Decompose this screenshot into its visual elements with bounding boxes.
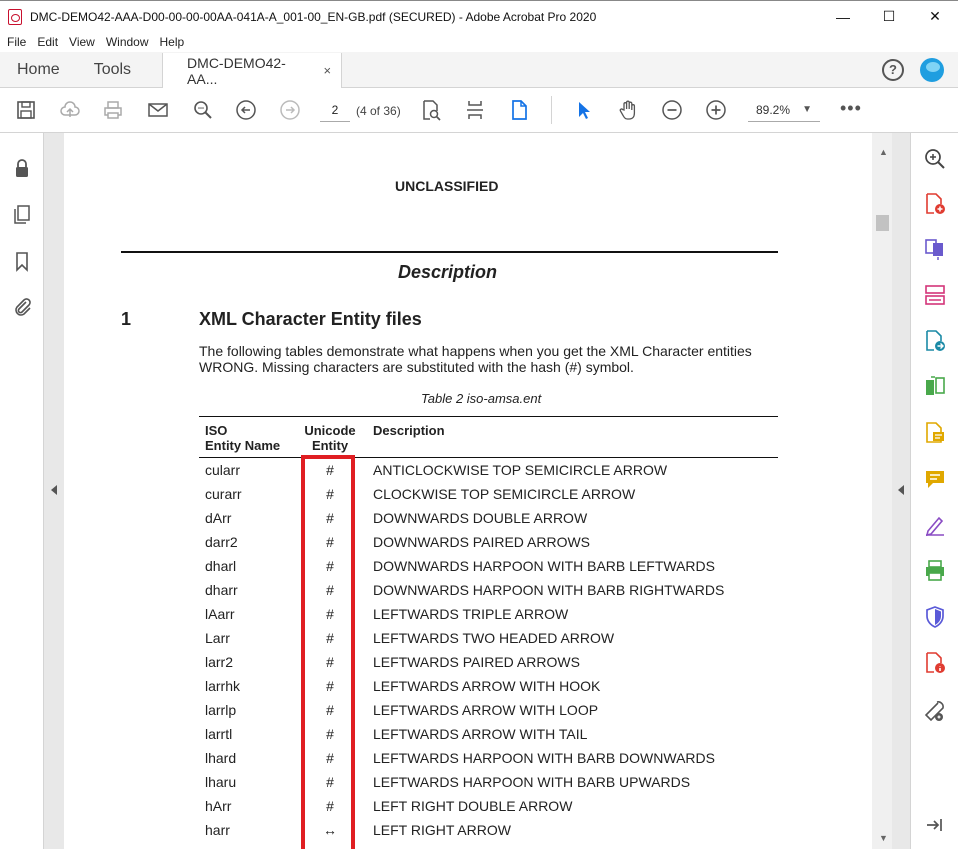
export-pdf-icon[interactable]: [923, 329, 947, 353]
attachment-icon[interactable]: [11, 295, 33, 317]
chevron-down-icon: ▼: [802, 104, 812, 115]
intro-paragraph: The following tables demonstrate what happens when you get the XML Character entities WRONG. Missing characters are substituted with the hash (#) symbol.: [199, 343, 752, 375]
cloud-upload-icon[interactable]: [59, 99, 81, 121]
find-page-icon[interactable]: [420, 99, 442, 121]
zoom-level-value: 89.2%: [756, 103, 791, 117]
unicode-entity: #: [326, 654, 334, 670]
iso-entity-name: harr: [205, 822, 230, 838]
table-row: [199, 506, 778, 530]
unicode-entity: #: [326, 558, 334, 574]
unicode-entity: #: [326, 726, 334, 742]
entity-description: DOWNWARDS DOUBLE ARROW: [373, 510, 588, 526]
tab-document-label: DMC-DEMO42-AA...: [187, 54, 286, 87]
entity-description: LEFT RIGHT DOUBLE ARROW: [373, 798, 573, 814]
print-icon[interactable]: [102, 99, 124, 121]
column-header-unicode: Unicode Entity: [304, 423, 356, 453]
vertical-scrollbar[interactable]: [874, 133, 892, 849]
unicode-entity: #: [326, 606, 334, 622]
table-row: [199, 722, 778, 746]
fill-sign-icon[interactable]: [923, 513, 947, 537]
entity-description: ANTICLOCKWISE TOP SEMICIRCLE ARROW: [373, 462, 668, 478]
iso-entity-name: Larr: [205, 630, 230, 646]
scrollbar-thumb[interactable]: [876, 215, 889, 231]
entity-table-body: [199, 458, 778, 842]
iso-entity-name: larrlp: [205, 702, 237, 718]
toolbar: [0, 88, 958, 133]
next-page-icon[interactable]: [279, 99, 301, 121]
zoom-level-select[interactable]: [748, 100, 820, 122]
protect-shield-icon[interactable]: [923, 605, 947, 629]
section-title: XML Character Entity files: [199, 309, 422, 329]
close-tab-icon[interactable]: ×: [323, 63, 332, 78]
entity-description: CLOCKWISE TOP SEMICIRCLE ARROW: [373, 486, 636, 502]
page-view-icon[interactable]: [508, 99, 530, 121]
table-row: [199, 578, 778, 602]
menu-help[interactable]: Help: [159, 35, 185, 49]
iso-entity-name: dArr: [205, 510, 232, 526]
save-icon[interactable]: [15, 99, 37, 121]
more-tools-icon[interactable]: •••: [840, 98, 862, 118]
iso-entity-name: larrhk: [205, 678, 241, 694]
iso-entity-name: cularr: [205, 462, 241, 478]
entity-description: DOWNWARDS PAIRED ARROWS: [373, 534, 591, 550]
table-caption: Table 2 iso-amsa.ent: [421, 391, 542, 406]
unicode-entity: #: [326, 750, 334, 766]
maximize-button[interactable]: ☐: [882, 8, 896, 24]
entity-description: DOWNWARDS HARPOON WITH BARB LEFTWARDS: [373, 558, 715, 574]
page-thumbnails-icon[interactable]: [11, 203, 33, 225]
unicode-entity: #: [326, 534, 334, 550]
entity-description: LEFTWARDS HARPOON WITH BARB UPWARDS: [373, 774, 691, 790]
table-row: [199, 746, 778, 770]
zoom-out-icon[interactable]: [661, 99, 683, 121]
acrobat-icon: [8, 9, 22, 25]
email-icon[interactable]: [147, 99, 169, 121]
toolbar-divider: [551, 96, 552, 124]
create-pdf-icon[interactable]: [923, 192, 947, 216]
tab-document[interactable]: [162, 53, 342, 88]
table-top-rule: [199, 416, 778, 417]
iso-entity-name: larr2: [205, 654, 234, 670]
entity-description: LEFT RIGHT ARROW: [373, 822, 511, 838]
left-pane-toggle[interactable]: [44, 133, 64, 849]
table-row: [199, 650, 778, 674]
menu-file[interactable]: File: [7, 35, 27, 49]
entity-description: LEFTWARDS HARPOON WITH BARB DOWNWARDS: [373, 750, 715, 766]
compare-files-icon[interactable]: [923, 375, 947, 399]
page-count: (4 of 36): [356, 104, 401, 118]
collapse-right-icon: [898, 485, 904, 495]
classification-label: UNCLASSIFIED: [395, 178, 499, 194]
scroll-up-icon[interactable]: ▲: [879, 147, 888, 157]
entity-description: LEFTWARDS ARROW WITH LOOP: [373, 702, 599, 718]
iso-entity-name: darr2: [205, 534, 238, 550]
entity-description: LEFTWARDS TRIPLE ARROW: [373, 606, 569, 622]
unicode-entity: #: [326, 510, 334, 526]
column-header-iso-entity: ISO Entity Name: [205, 423, 281, 453]
collapse-left-icon: [51, 485, 57, 495]
unicode-column-highlight: [301, 455, 355, 849]
hand-tool-icon[interactable]: [617, 99, 639, 121]
menu-window[interactable]: Window: [105, 35, 149, 49]
account-icon[interactable]: [920, 58, 944, 82]
section-number: 1: [121, 309, 132, 329]
iso-entity-name: larrtl: [205, 726, 233, 742]
menu-edit[interactable]: Edit: [37, 35, 59, 49]
iso-entity-name: dharr: [205, 582, 238, 598]
page-number-input[interactable]: 2: [320, 100, 350, 122]
title-bar: [0, 0, 958, 32]
table-row: [199, 458, 778, 482]
unicode-entity: #: [326, 582, 334, 598]
organize-pages-icon[interactable]: [923, 283, 947, 307]
table-row: [199, 794, 778, 818]
unicode-entity: #: [326, 678, 334, 694]
right-pane-toggle[interactable]: [892, 133, 910, 849]
entity-description: DOWNWARDS HARPOON WITH BARB RIGHTWARDS: [373, 582, 725, 598]
tools-pane: [910, 133, 958, 849]
header-rule: [121, 251, 778, 253]
entity-description: LEFTWARDS TWO HEADED ARROW: [373, 630, 615, 646]
print-production-icon[interactable]: [923, 559, 947, 583]
pdf-info-icon[interactable]: [923, 651, 947, 675]
entity-description: LEFTWARDS ARROW WITH TAIL: [373, 726, 588, 742]
iso-entity-name: dharl: [205, 558, 237, 574]
table-row: [199, 602, 778, 626]
search-zoom-icon[interactable]: [192, 99, 214, 121]
zoom-in-icon[interactable]: [705, 99, 727, 121]
help-icon[interactable]: ?: [882, 59, 904, 81]
lock-icon[interactable]: [11, 157, 33, 179]
unicode-entity: #: [326, 702, 334, 718]
scroll-down-icon[interactable]: ▼: [879, 833, 888, 843]
entity-description: LEFTWARDS PAIRED ARROWS: [373, 654, 580, 670]
table-row: [199, 626, 778, 650]
close-window-button[interactable]: ✕: [929, 8, 941, 24]
tab-home[interactable]: Home: [17, 60, 60, 78]
comment-icon[interactable]: [923, 467, 947, 491]
minimize-button[interactable]: —: [836, 8, 850, 25]
menu-bar: [0, 32, 958, 52]
collapse-tools-icon[interactable]: [923, 813, 947, 837]
page-fit-icon[interactable]: [464, 99, 486, 121]
combine-files-icon[interactable]: [923, 237, 947, 261]
zoom-search-icon[interactable]: [923, 147, 947, 171]
entity-description: LEFTWARDS ARROW WITH HOOK: [373, 678, 601, 694]
unicode-entity: #: [326, 486, 334, 502]
more-tools-wrench-icon[interactable]: [923, 699, 947, 723]
table-row: [199, 482, 778, 506]
iso-entity-name: lharu: [205, 774, 237, 790]
tab-bar: [0, 52, 958, 88]
column-header-description: Description: [373, 423, 445, 438]
left-navigation-pane: [0, 133, 44, 849]
unicode-entity: #: [326, 630, 334, 646]
edit-pdf-icon[interactable]: [923, 421, 947, 445]
page-heading: Description: [398, 262, 498, 282]
table-row: [199, 554, 778, 578]
table-row: [199, 530, 778, 554]
table-row: [199, 698, 778, 722]
table-row: [199, 818, 778, 842]
iso-entity-name: lAarr: [205, 606, 235, 622]
unicode-entity: #: [326, 798, 334, 814]
bookmark-icon[interactable]: [11, 250, 33, 272]
previous-page-icon[interactable]: [235, 99, 257, 121]
select-cursor-icon[interactable]: [573, 99, 595, 121]
menu-view[interactable]: View: [69, 35, 95, 49]
document-viewer: [64, 133, 872, 849]
unicode-entity: ↔: [323, 822, 337, 838]
window-title: DMC-DEMO42-AAA-D00-00-00-00AA-041A-A_001-00_EN-GB.pdf (SECURED) - Adobe Acrobat Pro 2020: [30, 9, 597, 24]
table-row: [199, 674, 778, 698]
iso-entity-name: lhard: [205, 750, 237, 766]
tab-tools[interactable]: Tools: [93, 60, 132, 78]
iso-entity-name: hArr: [205, 798, 232, 814]
unicode-entity: #: [326, 774, 334, 790]
iso-entity-name: curarr: [205, 486, 242, 502]
table-row: [199, 770, 778, 794]
unicode-entity: #: [326, 462, 334, 478]
